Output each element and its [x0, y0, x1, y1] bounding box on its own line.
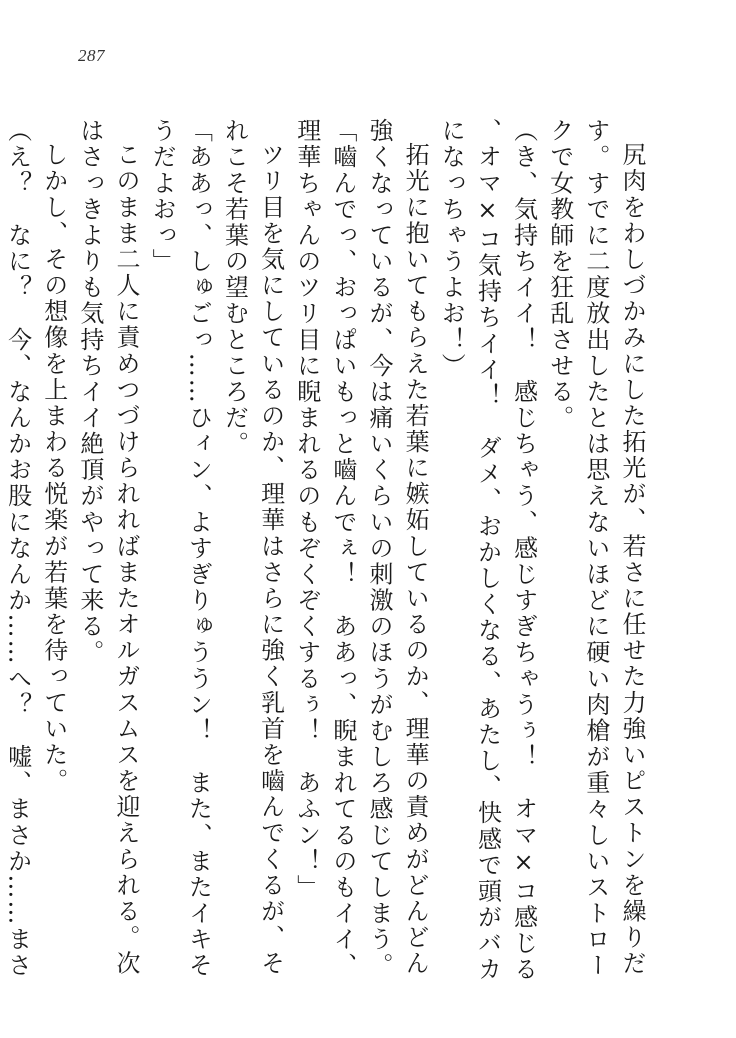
paragraph: ツリ目を気にしているのか、理華はさらに強く乳首を嚙んでくるが、それこそ若葉の望むところだ。: [220, 118, 285, 977]
paragraph: （き、気持ちイイ！ 感じちゃう、感じすぎちゃうぅ！ オマ×コ感じる、オマ×コ気持ちイイ！ ダメ、おかしくなる、あたし、快感で頭がバカになっちゃうよお！）: [437, 118, 538, 983]
paragraph: しかし、その想像を上まわる悦楽が若葉を待っていた。: [39, 142, 68, 794]
paragraph: 拓光に抱いてもらえた若葉に嫉妬しているのか、理華の責めがどんどん強くなっているが、今は痛いくらいの刺激のほうがむしろ感じてしまう。: [365, 118, 430, 979]
paragraph: 「ああっ、しゅごっ……ひィン、よすぎりゅううン！ また、またイキそうだよおっ」: [148, 118, 213, 979]
paragraph: （え？ なに？ 今、なんかお股になんか……へ？ 嘘、まさか……まさ: [3, 118, 32, 979]
page-number: 287: [78, 46, 105, 65]
paragraph: 「嚙んでっ、おっぱいもっと嚙んでぇ！ ああっ、睨まれてるのもイイ、理華ちゃんのツリ目に睨まれるのもぞくぞくするぅ！ あふン！」: [292, 118, 357, 979]
paragraph: 尻肉をわしづかみにした拓光が、若さに任せた力強いピストンを繰りだす。すでに二度放出したとは思えないほどに硬い肉槍が重々しいストロークで女教師を狂乱させる。: [545, 118, 646, 979]
body-text: [0, 118, 650, 988]
paragraph: このまま二人に責めつづけられればまたオルガスムスを迎えられる。次はさっきよりも気持ちイイ絶頂がやって来る。: [75, 118, 141, 977]
